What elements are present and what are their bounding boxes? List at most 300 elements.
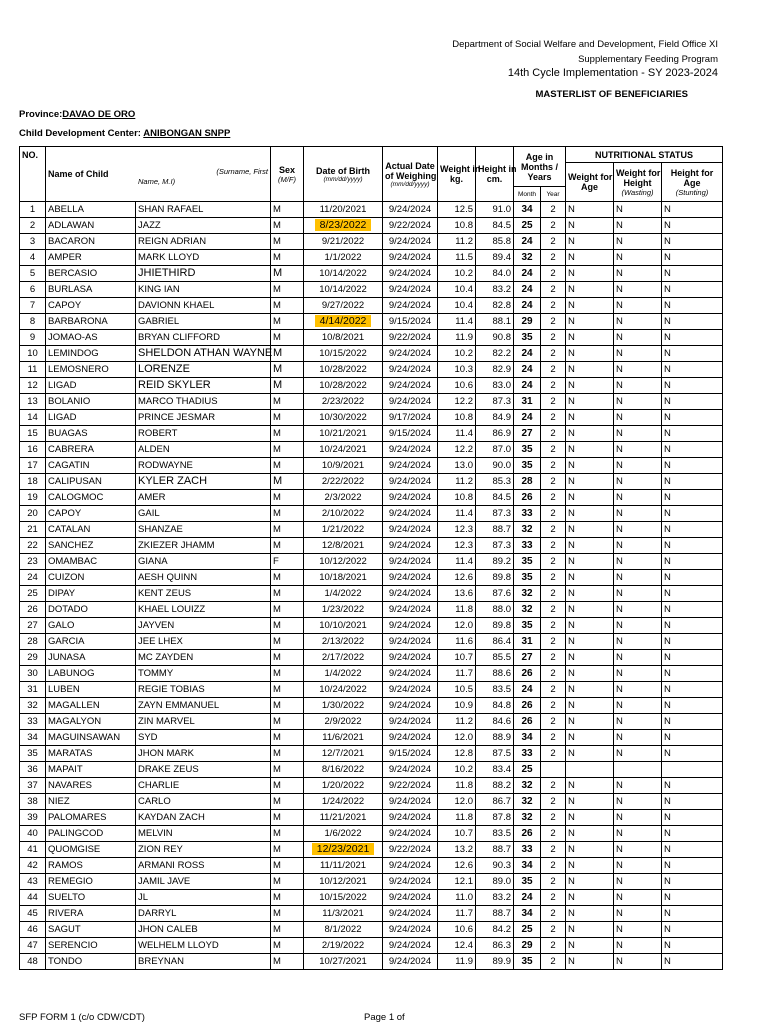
cell-surname: LEMINDOG bbox=[46, 346, 136, 362]
cell-weighing-date: 9/24/2024 bbox=[383, 794, 438, 810]
col-year: Year bbox=[546, 190, 560, 198]
cell-no: 3 bbox=[20, 234, 46, 250]
cell-no: 28 bbox=[20, 634, 46, 650]
cell-sex: M bbox=[271, 682, 304, 698]
cell-height-for-age: N bbox=[662, 890, 723, 906]
cell-age-month: 24 bbox=[514, 378, 541, 394]
cell-height-for-age: N bbox=[662, 858, 723, 874]
cell-height: 83.5 bbox=[476, 826, 514, 842]
cell-first-name: AMER bbox=[136, 490, 271, 506]
cell-weight-for-height: N bbox=[614, 810, 662, 826]
cell-age-year: 2 bbox=[541, 522, 566, 538]
cell-age-month: 26 bbox=[514, 666, 541, 682]
cell-sex: M bbox=[271, 266, 304, 282]
cell-age-month: 33 bbox=[514, 746, 541, 762]
cell-surname: BACARON bbox=[46, 234, 136, 250]
cell-age-month: 35 bbox=[514, 458, 541, 474]
cell-weight: 10.4 bbox=[438, 282, 476, 298]
table-row bbox=[20, 746, 723, 762]
cell-age-month: 26 bbox=[514, 826, 541, 842]
table-row bbox=[20, 474, 723, 490]
cell-age-year: 2 bbox=[541, 938, 566, 954]
cell-height-for-age: N bbox=[662, 426, 723, 442]
cell-weight-for-height: N bbox=[614, 826, 662, 842]
cell-height: 89.8 bbox=[476, 618, 514, 634]
table-row bbox=[20, 682, 723, 698]
table-row bbox=[20, 442, 723, 458]
cell-weight-for-height: N bbox=[614, 618, 662, 634]
cell-weight-for-age: N bbox=[566, 778, 614, 794]
highlighted-date: 8/23/2022 bbox=[315, 219, 372, 231]
cell-dob: 2/23/2022 bbox=[304, 394, 383, 410]
cell-height: 87.3 bbox=[476, 394, 514, 410]
cdc-label: Child Development Center: bbox=[19, 128, 141, 139]
cell-no: 45 bbox=[20, 906, 46, 922]
cell-first-name: JAYVEN bbox=[136, 618, 271, 634]
cell-height: 88.9 bbox=[476, 730, 514, 746]
cell-weight: 12.4 bbox=[438, 938, 476, 954]
cell-surname: CUIZON bbox=[46, 570, 136, 586]
cell-weight: 10.8 bbox=[438, 410, 476, 426]
cell-first-name: ROBERT bbox=[136, 426, 271, 442]
cell-no: 32 bbox=[20, 698, 46, 714]
cell-age-year bbox=[541, 762, 566, 778]
cell-age-year: 2 bbox=[541, 874, 566, 890]
col-weight bbox=[438, 147, 481, 202]
cell-dob: 11/6/2021 bbox=[304, 730, 383, 746]
cell-weighing-date: 9/24/2024 bbox=[383, 474, 438, 490]
cell-height-for-age: N bbox=[662, 602, 723, 618]
cell-weight-for-height: N bbox=[614, 410, 662, 426]
cell-height: 87.3 bbox=[476, 506, 514, 522]
table-row bbox=[20, 554, 723, 570]
cell-weight: 11.8 bbox=[438, 602, 476, 618]
cell-age-year: 2 bbox=[541, 266, 566, 282]
cell-height-for-age: N bbox=[662, 378, 723, 394]
cell-weight-for-height: N bbox=[614, 778, 662, 794]
cell-age-year: 2 bbox=[541, 426, 566, 442]
cell-first-name: PRINCE JESMAR bbox=[136, 410, 271, 426]
cell-first-name: KENT ZEUS bbox=[136, 586, 271, 602]
cell-weighing-date: 9/24/2024 bbox=[383, 602, 438, 618]
cell-weight: 12.6 bbox=[438, 570, 476, 586]
cell-surname: SERENCIO bbox=[46, 938, 136, 954]
cell-weight: 13.0 bbox=[438, 458, 476, 474]
cell-sex: M bbox=[271, 330, 304, 346]
cell-dob: 2/9/2022 bbox=[304, 714, 383, 730]
cell-weighing-date: 9/22/2024 bbox=[383, 778, 438, 794]
cell-height-for-age: N bbox=[662, 954, 723, 970]
cell-weight: 12.3 bbox=[438, 538, 476, 554]
cell-weight-for-age: N bbox=[566, 426, 614, 442]
cell-weight-for-height: N bbox=[614, 266, 662, 282]
cell-weight-for-height: N bbox=[614, 282, 662, 298]
cell-weight: 11.6 bbox=[438, 634, 476, 650]
table-row bbox=[20, 570, 723, 586]
highlighted-date: 4/14/2022 bbox=[315, 315, 372, 327]
cell-surname: CAPOY bbox=[46, 298, 136, 314]
cell-height: 84.8 bbox=[476, 698, 514, 714]
cell-height-for-age: N bbox=[662, 826, 723, 842]
cell-age-month: 34 bbox=[514, 906, 541, 922]
cell-height: 88.1 bbox=[476, 314, 514, 330]
cell-weight-for-age: N bbox=[566, 634, 614, 650]
cell-weight-for-age: N bbox=[566, 810, 614, 826]
cell-height-for-age: N bbox=[662, 330, 723, 346]
cell-no: 31 bbox=[20, 682, 46, 698]
cell-age-year: 2 bbox=[541, 650, 566, 666]
cell-surname: TONDO bbox=[46, 954, 136, 970]
cell-age-month: 32 bbox=[514, 602, 541, 618]
cell-weight-for-height: N bbox=[614, 842, 662, 858]
col-name-hint-1: (Surname, First bbox=[216, 167, 269, 176]
cell-age-year: 2 bbox=[541, 954, 566, 970]
cell-dob: 11/11/2021 bbox=[304, 858, 383, 874]
cell-sex: M bbox=[271, 570, 304, 586]
cell-no: 21 bbox=[20, 522, 46, 538]
cell-weight-for-age: N bbox=[566, 890, 614, 906]
cell-weight-for-height: N bbox=[614, 394, 662, 410]
cell-weight-for-age: N bbox=[566, 922, 614, 938]
cell-weighing-date: 9/24/2024 bbox=[383, 826, 438, 842]
cell-weight-for-age: N bbox=[566, 474, 614, 490]
col-age-label-2: Months / bbox=[521, 161, 559, 172]
col-month: Month bbox=[517, 190, 537, 198]
cell-weight-for-height: N bbox=[614, 298, 662, 314]
cell-sex: M bbox=[271, 474, 304, 490]
cell-height: 83.0 bbox=[476, 378, 514, 394]
cell-sex: M bbox=[271, 698, 304, 714]
cell-no: 46 bbox=[20, 922, 46, 938]
cell-dob: 2/13/2022 bbox=[304, 634, 383, 650]
cell-weighing-date: 9/24/2024 bbox=[383, 570, 438, 586]
cell-no: 16 bbox=[20, 442, 46, 458]
cell-age-month: 29 bbox=[514, 314, 541, 330]
cell-surname: LABUNOG bbox=[46, 666, 136, 682]
cell-age-year: 2 bbox=[541, 586, 566, 602]
cell-no: 36 bbox=[20, 762, 46, 778]
cell-age-year: 2 bbox=[541, 682, 566, 698]
cell-no: 37 bbox=[20, 778, 46, 794]
cell-height: 83.5 bbox=[476, 682, 514, 698]
cell-no: 20 bbox=[20, 506, 46, 522]
cell-weight: 12.6 bbox=[438, 858, 476, 874]
cell-height-for-age: N bbox=[662, 906, 723, 922]
cell-height: 89.8 bbox=[476, 570, 514, 586]
cell-no: 23 bbox=[20, 554, 46, 570]
cell-sex: M bbox=[271, 634, 304, 650]
cell-height: 89.4 bbox=[476, 250, 514, 266]
cell-surname: CALOGMOC bbox=[46, 490, 136, 506]
col-name-hint-2: Name, M.I) bbox=[138, 177, 176, 186]
cell-sex: M bbox=[271, 650, 304, 666]
table-row bbox=[20, 874, 723, 890]
cell-height-for-age: N bbox=[662, 266, 723, 282]
cell-sex: F bbox=[271, 554, 304, 570]
col-no: NO. bbox=[20, 147, 46, 202]
cell-surname: RAMOS bbox=[46, 858, 136, 874]
table-row bbox=[20, 922, 723, 938]
cell-weight: 12.0 bbox=[438, 618, 476, 634]
col-weighing-hint: (mm/dd/yyyy) bbox=[390, 180, 430, 188]
cell-weight: 10.8 bbox=[438, 218, 476, 234]
cell-weighing-date: 9/24/2024 bbox=[383, 874, 438, 890]
cell-height-for-age: N bbox=[662, 346, 723, 362]
cell-sex: M bbox=[271, 202, 304, 218]
col-dob-label: Date of Birth bbox=[316, 165, 371, 176]
cell-weight: 12.0 bbox=[438, 794, 476, 810]
cell-surname: ABELLA bbox=[46, 202, 136, 218]
cell-first-name: DRAKE ZEUS bbox=[136, 762, 271, 778]
cell-sex: M bbox=[271, 746, 304, 762]
cell-age-year: 2 bbox=[541, 218, 566, 234]
cell-dob: 10/18/2021 bbox=[304, 570, 383, 586]
table-row bbox=[20, 522, 723, 538]
cell-surname: CALIPUSAN bbox=[46, 474, 136, 490]
cell-height-for-age: N bbox=[662, 554, 723, 570]
cell-weighing-date: 9/22/2024 bbox=[383, 218, 438, 234]
cell-weight-for-age: N bbox=[566, 410, 614, 426]
cell-weighing-date: 9/24/2024 bbox=[383, 346, 438, 362]
cell-weight-for-age: N bbox=[566, 202, 614, 218]
table-row bbox=[20, 810, 723, 826]
cell-first-name: ZIN MARVEL bbox=[136, 714, 271, 730]
cell-dob: 10/30/2022 bbox=[304, 410, 383, 426]
cell-weight-for-age: N bbox=[566, 362, 614, 378]
cell-sex: M bbox=[271, 954, 304, 970]
cell-height: 82.2 bbox=[476, 346, 514, 362]
cell-sex: M bbox=[271, 906, 304, 922]
cell-weight-for-height bbox=[614, 762, 662, 778]
cell-height-for-age: N bbox=[662, 730, 723, 746]
cell-no: 19 bbox=[20, 490, 46, 506]
cell-sex: M bbox=[271, 938, 304, 954]
cell-height-for-age: N bbox=[662, 282, 723, 298]
cell-age-month: 24 bbox=[514, 266, 541, 282]
cell-weight: 11.8 bbox=[438, 778, 476, 794]
cell-height: 88.7 bbox=[476, 906, 514, 922]
table-row bbox=[20, 314, 723, 330]
col-hfa-label-1: Height for bbox=[670, 167, 714, 178]
table-row bbox=[20, 714, 723, 730]
cell-surname: CAPOY bbox=[46, 506, 136, 522]
cell-surname: NIEZ bbox=[46, 794, 136, 810]
cell-first-name: KYLER ZACH bbox=[136, 474, 271, 490]
cell-no: 41 bbox=[20, 842, 46, 858]
col-weight-label-1: Weight in bbox=[440, 164, 481, 174]
cell-age-month: 35 bbox=[514, 570, 541, 586]
col-weighing-label-2: of Weighing bbox=[385, 170, 437, 181]
cell-age-month: 27 bbox=[514, 426, 541, 442]
cell-height: 87.3 bbox=[476, 538, 514, 554]
cell-no: 40 bbox=[20, 826, 46, 842]
cell-sex: M bbox=[271, 842, 304, 858]
table-row bbox=[20, 842, 723, 858]
cell-dob: 10/9/2021 bbox=[304, 458, 383, 474]
cell-height: 85.3 bbox=[476, 474, 514, 490]
form-code: SFP FORM 1 (c/o CDW/CDT) bbox=[19, 1012, 145, 1023]
cell-weight-for-height: N bbox=[614, 954, 662, 970]
cell-age-year: 2 bbox=[541, 538, 566, 554]
cell-weighing-date: 9/24/2024 bbox=[383, 458, 438, 474]
cell-first-name: ARMANI ROSS bbox=[136, 858, 271, 874]
cell-age-month: 27 bbox=[514, 650, 541, 666]
table-row bbox=[20, 954, 723, 970]
cell-height: 86.9 bbox=[476, 426, 514, 442]
cell-weight-for-age: N bbox=[566, 346, 614, 362]
table-row bbox=[20, 618, 723, 634]
cell-no: 48 bbox=[20, 954, 46, 970]
cell-weight: 11.5 bbox=[438, 250, 476, 266]
cell-dob: 10/28/2022 bbox=[304, 362, 383, 378]
cell-weight: 12.2 bbox=[438, 394, 476, 410]
table-row bbox=[20, 778, 723, 794]
cell-weight: 10.4 bbox=[438, 298, 476, 314]
cell-age-year: 2 bbox=[541, 906, 566, 922]
cell-height-for-age: N bbox=[662, 810, 723, 826]
cell-first-name: MARCO THADIUS bbox=[136, 394, 271, 410]
cell-weighing-date: 9/24/2024 bbox=[383, 906, 438, 922]
col-dob bbox=[304, 147, 383, 202]
cell-height-for-age: N bbox=[662, 874, 723, 890]
cell-height: 90.3 bbox=[476, 858, 514, 874]
cell-surname: PALINGCOD bbox=[46, 826, 136, 842]
cell-age-month: 26 bbox=[514, 490, 541, 506]
cell-weighing-date: 9/24/2024 bbox=[383, 234, 438, 250]
cell-weight: 10.2 bbox=[438, 762, 476, 778]
cell-weighing-date: 9/24/2024 bbox=[383, 522, 438, 538]
cell-no: 38 bbox=[20, 794, 46, 810]
cell-weight-for-height: N bbox=[614, 378, 662, 394]
cell-weight-for-age: N bbox=[566, 394, 614, 410]
cell-height-for-age: N bbox=[662, 458, 723, 474]
cell-weighing-date: 9/24/2024 bbox=[383, 298, 438, 314]
cell-height-for-age: N bbox=[662, 506, 723, 522]
cell-weight: 11.4 bbox=[438, 314, 476, 330]
table-row bbox=[20, 282, 723, 298]
table-row bbox=[20, 538, 723, 554]
table-row bbox=[20, 378, 723, 394]
cell-age-year: 2 bbox=[541, 474, 566, 490]
cell-no: 43 bbox=[20, 874, 46, 890]
cell-weighing-date: 9/24/2024 bbox=[383, 282, 438, 298]
cell-age-month: 24 bbox=[514, 346, 541, 362]
cell-weighing-date: 9/24/2024 bbox=[383, 394, 438, 410]
cell-height-for-age: N bbox=[662, 474, 723, 490]
col-age-label-3: Years bbox=[527, 171, 552, 182]
cell-weighing-date: 9/24/2024 bbox=[383, 714, 438, 730]
cell-weighing-date: 9/24/2024 bbox=[383, 490, 438, 506]
cell-age-month: 33 bbox=[514, 538, 541, 554]
cell-weighing-date: 9/22/2024 bbox=[383, 842, 438, 858]
cell-weight-for-age: N bbox=[566, 298, 614, 314]
cell-age-year: 2 bbox=[541, 554, 566, 570]
cell-weight-for-age: N bbox=[566, 618, 614, 634]
cell-weight: 12.1 bbox=[438, 874, 476, 890]
cell-weight: 11.8 bbox=[438, 810, 476, 826]
cell-no: 9 bbox=[20, 330, 46, 346]
col-name bbox=[46, 147, 271, 202]
cell-age-month: 25 bbox=[514, 922, 541, 938]
cell-weight-for-height: N bbox=[614, 698, 662, 714]
cell-dob: 1/30/2022 bbox=[304, 698, 383, 714]
cell-weight-for-height: N bbox=[614, 218, 662, 234]
cell-weight-for-age: N bbox=[566, 506, 614, 522]
cell-first-name: ZKIEZER JHAMM bbox=[136, 538, 271, 554]
cell-weight-for-height: N bbox=[614, 202, 662, 218]
cell-weight-for-height: N bbox=[614, 538, 662, 554]
cell-first-name: KING IAN bbox=[136, 282, 271, 298]
cell-height-for-age: N bbox=[662, 234, 723, 250]
cell-dob: 10/15/2022 bbox=[304, 346, 383, 362]
cell-sex: M bbox=[271, 314, 304, 330]
cell-dob: 2/10/2022 bbox=[304, 506, 383, 522]
cell-age-year: 2 bbox=[541, 202, 566, 218]
table-row bbox=[20, 298, 723, 314]
cell-dob: 10/27/2021 bbox=[304, 954, 383, 970]
cell-sex: M bbox=[271, 858, 304, 874]
cell-height: 82.9 bbox=[476, 362, 514, 378]
cell-no: 5 bbox=[20, 266, 46, 282]
table-row bbox=[20, 730, 723, 746]
cell-weight: 12.5 bbox=[438, 202, 476, 218]
cell-first-name: JHON MARK bbox=[136, 746, 271, 762]
cell-weight-for-height: N bbox=[614, 314, 662, 330]
cell-weighing-date: 9/24/2024 bbox=[383, 666, 438, 682]
cell-sex: M bbox=[271, 890, 304, 906]
cell-weight: 10.7 bbox=[438, 826, 476, 842]
cell-no: 12 bbox=[20, 378, 46, 394]
cell-weight-for-height: N bbox=[614, 906, 662, 922]
cell-surname: MAGUINSAWAN bbox=[46, 730, 136, 746]
cell-age-month: 32 bbox=[514, 794, 541, 810]
cell-no: 8 bbox=[20, 314, 46, 330]
cell-age-year: 2 bbox=[541, 234, 566, 250]
table-row bbox=[20, 266, 723, 282]
cell-height: 88.2 bbox=[476, 778, 514, 794]
cell-weighing-date: 9/24/2024 bbox=[383, 762, 438, 778]
cell-age-month: 35 bbox=[514, 874, 541, 890]
cell-weight-for-age: N bbox=[566, 282, 614, 298]
cell-dob: 10/8/2021 bbox=[304, 330, 383, 346]
cell-sex: M bbox=[271, 250, 304, 266]
table-row bbox=[20, 650, 723, 666]
cell-weighing-date: 9/24/2024 bbox=[383, 266, 438, 282]
table-row bbox=[20, 826, 723, 842]
cell-height-for-age: N bbox=[662, 410, 723, 426]
cell-height-for-age: N bbox=[662, 842, 723, 858]
cell-no: 39 bbox=[20, 810, 46, 826]
table-row bbox=[20, 634, 723, 650]
cell-height: 88.7 bbox=[476, 522, 514, 538]
cell-weight: 10.2 bbox=[438, 346, 476, 362]
cell-weight: 11.2 bbox=[438, 474, 476, 490]
cell-weight-for-age: N bbox=[566, 954, 614, 970]
cell-dob: 11/21/2021 bbox=[304, 810, 383, 826]
cell-height-for-age: N bbox=[662, 650, 723, 666]
cell-no: 22 bbox=[20, 538, 46, 554]
cell-surname: AMPER bbox=[46, 250, 136, 266]
cell-no: 18 bbox=[20, 474, 46, 490]
cell-sex: M bbox=[271, 442, 304, 458]
cell-weight-for-age: N bbox=[566, 746, 614, 762]
cell-first-name: BREYNAN bbox=[136, 954, 271, 970]
cell-height: 84.5 bbox=[476, 490, 514, 506]
cell-dob: 10/12/2021 bbox=[304, 874, 383, 890]
cell-weight: 10.6 bbox=[438, 378, 476, 394]
cell-sex: M bbox=[271, 522, 304, 538]
cell-dob bbox=[304, 842, 383, 858]
